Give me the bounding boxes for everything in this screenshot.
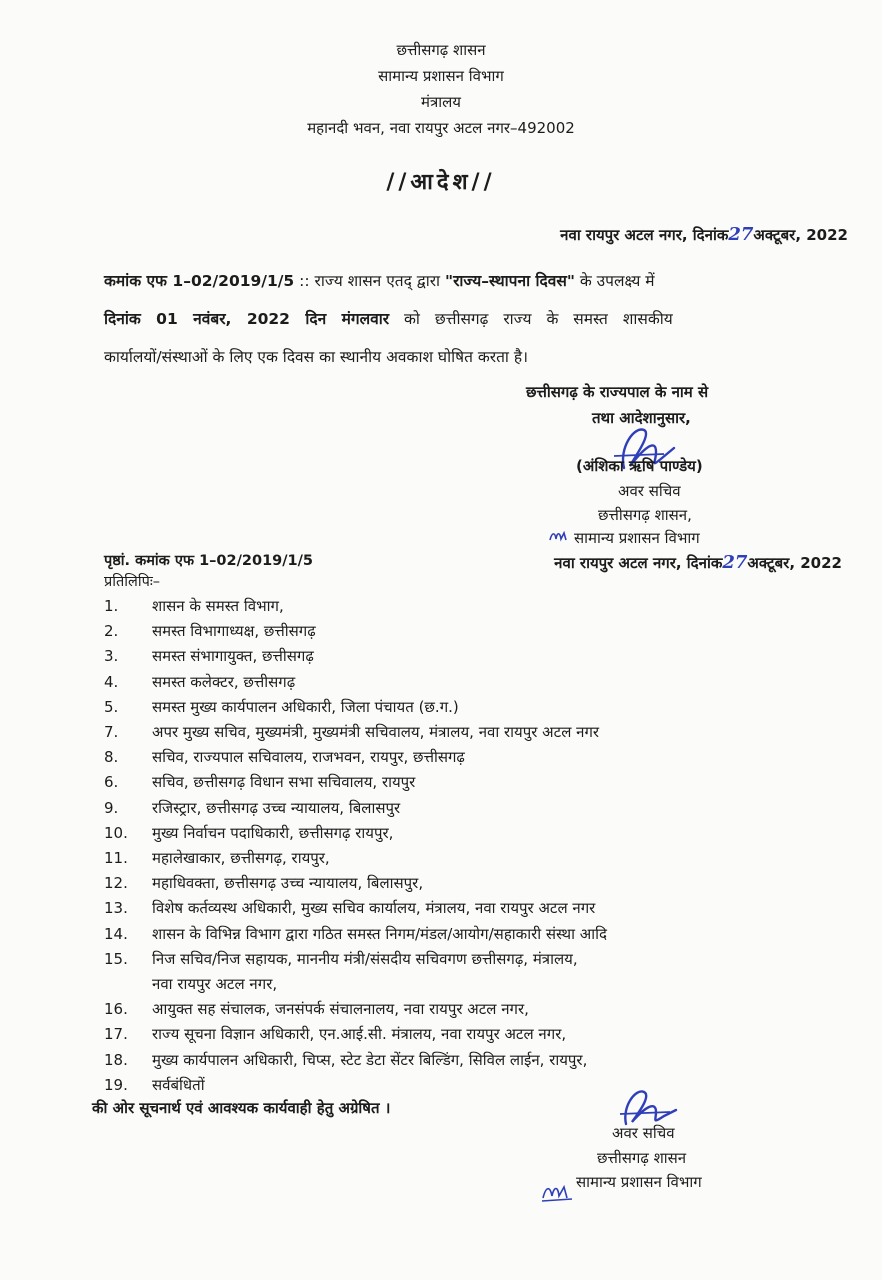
header-ministry: मंत्रालय [420,93,461,111]
copy-list-item-number: 18. [104,1050,128,1069]
copy-list-item [104,924,607,944]
copy-list-item-text: सर्वबंधितों [152,1075,205,1094]
closing-line: की ओर सूचनार्थ एवं आवश्यक कार्यवाही हेतु अग्रेषित । [92,1099,391,1117]
order-body-line-1: कमांक एफ 1–02/2019/1/5 :: राज्य शासन एतद् द्वारा "राज्य–स्थापना दिवस" के उपलक्ष्य में [104,272,655,290]
copy-list-item-text: अपर मुख्य सचिव, मुख्यमंत्री, मुख्यमंत्री सचिवालय, मंत्रालय, नवा रायपुर अटल नगर [152,723,600,741]
signatory-name: (अंशिका ऋषि पाण्डेय) [576,457,703,475]
copy-list-item-text: समस्त कलेक्टर, छत्तीसगढ़ [152,672,296,691]
copy-list-item [104,798,400,818]
copy-list-item [104,722,599,742]
header-address: महानदी भवन, नवा रायपुर अटल नगर–492002 [307,119,575,137]
copy-list-item-number: 12. [104,874,128,893]
copy-list-item [104,672,295,692]
copy-list-item-text: सचिव, छत्तीसगढ़ विधान सभा सचिवालय, रायपुर [152,773,416,792]
copy-label: प्रतिलिपिः– [104,574,161,590]
copy-list-item-text: समस्त विभागाध्यक्ष, छत्तीसगढ़ [152,622,316,641]
order-date [560,224,848,245]
copy-list-item [104,898,595,918]
copy-list-item [104,848,330,868]
copy-list-item-number: 17. [104,1025,128,1044]
order-title: //आदेश// [386,170,496,195]
signature-1 [604,418,694,488]
copy-list-item-number: 16. [104,1000,128,1019]
copy-list-item-number: 8. [104,748,119,767]
signatory-dept: सामान्य प्रशासन विभाग [574,529,700,547]
copy-list-item [104,1050,587,1070]
copy-list-item-text: मुख्य कार्यपालन अधिकारी, चिप्स, स्टेट डेटा सेंटर बिल्डिंग, सिविल लाईन, रायपुर, [152,1050,588,1069]
copy-list-item [104,747,465,767]
endorsement-date: नवा रायपुर अटल नगर, दिनांक27अक्टूबर, 2022 [554,552,842,573]
date-day-handwritten: 27 [728,224,754,245]
copy-list-item-number: 9. [104,798,119,817]
copy-list-item-text: राज्य सूचना विज्ञान अधिकारी, एन.आई.सी. मंत्रालय, नवा रायपुर अटल नगर, [152,1025,567,1044]
signatory-designation: अवर सचिव [618,482,681,500]
copy-list-item [104,697,459,717]
copy-list-item-number: 2. [104,622,119,641]
date-suffix: अक्टूबर, 2022 [753,226,848,244]
date-prefix: नवा रायपुर अटल नगर, दिनांक [560,226,729,244]
order-body-line-2: दिनांक 01 नवंबर, 2022 दिन मंगलवार को छत्तीसगढ़ राज्य के समस्त शासकीय [104,310,673,328]
copy-list-item-number: 15. [104,949,128,968]
header-dept: सामान्य प्रशासन विभाग [378,67,504,85]
copy-list-item-number: 3. [104,647,119,666]
endorsement-number: पृष्ठां. कमांक एफ 1–02/2019/1/5 [104,553,314,569]
copy-list-item [104,646,314,666]
copy-list-item-number: 4. [104,672,119,691]
copy-list-item [104,873,423,893]
copy-list-item-number: 14. [104,924,128,943]
copy-list-item-text: रजिस्ट्रार, छत्तीसगढ़ उच्च न्यायालय, बिलासपुर [152,798,401,817]
copy-list-item [104,949,578,969]
copy-list-item [104,823,393,843]
order-body-line-3: कार्यालयों/संस्थाओं के लिए एक दिवस का स्थानीय अवकाश घोषित करता है। [104,348,528,366]
copy-list-item-text: महाधिवक्ता, छत्तीसगढ़ उच्च न्यायालय, बिलासपुर, [152,874,424,893]
copy-list-item-text: शासन के समस्त विभाग, [152,597,284,615]
copy-list-item-number: 1. [104,597,119,615]
copy-list-item [104,596,284,616]
copy-list-item-text: समस्त मुख्य कार्यपालन अधिकारी, जिला पंचायत (छ.ग.) [152,697,459,716]
copy-list-item-number: 19. [104,1075,128,1094]
copy-list-item-number: 6. [104,773,119,792]
endorsement-date-day-handwritten: 27 [722,552,748,573]
copy-list-item [104,1024,566,1044]
copy-list-item-number: 10. [104,823,128,842]
final-designation: अवर सचिव [612,1124,675,1142]
copy-list-item-number: 11. [104,849,128,867]
copy-list-item-text: शासन के विभिन्न विभाग द्वारा गठित समस्त निगम/मंडल/आयोग/सहाकारी संस्था आदि [152,924,607,943]
copy-list-item-text: विशेष कर्तव्यस्थ अधिकारी, मुख्य सचिव कार्यालय, मंत्रालय, नवा रायपुर अटल नगर [152,899,596,918]
copy-list-item [104,999,529,1019]
final-dept: सामान्य प्रशासन विभाग [576,1173,702,1191]
signatory-govt: छत्तीसगढ़ शासन, [598,506,692,524]
initials-mark-2 [540,1180,576,1204]
initials-mark-1 [548,528,572,544]
header-govt: छत्तीसगढ़ शासन [396,41,486,59]
copy-list-item-text: सचिव, राज्यपाल सचिवालय, राजभवन, रायपुर, छत्तीसगढ़ [152,748,465,767]
signatory-line-1: छत्तीसगढ़ के राज्यपाल के नाम से [526,383,709,401]
copy-list-item-number: 13. [104,899,128,918]
copy-list-item [104,1075,205,1095]
final-govt: छत्तीसगढ़ शासन [597,1149,687,1167]
copy-list-item [104,772,415,792]
copy-list-item-text: महालेखाकार, छत्तीसगढ़, रायपुर, [152,849,330,867]
copy-list-item-continuation: नवा रायपुर अटल नगर, [152,975,278,993]
order-body [104,262,846,376]
copy-list-item-number: 7. [104,723,119,741]
copy-list-item-text: आयुक्त सह संचालक, जनसंपर्क संचालनालय, नवा रायपुर अटल नगर, [152,1000,529,1019]
copy-list-item-text: समस्त संभागायुक्त, छत्तीसगढ़ [152,647,314,666]
copy-list-item-text: मुख्य निर्वाचन पदाधिकारी, छत्तीसगढ़ रायपुर, [152,823,394,842]
signatory-line-2: तथा आदेशानुसार, [592,409,691,427]
copy-list-item-number: 5. [104,697,119,716]
copy-list-item [104,621,316,641]
copy-list-item-text: निज सचिव/निज सहायक, माननीय मंत्री/संसदीय सचिवगण छत्तीसगढ़, मंत्रालय, [152,949,578,968]
